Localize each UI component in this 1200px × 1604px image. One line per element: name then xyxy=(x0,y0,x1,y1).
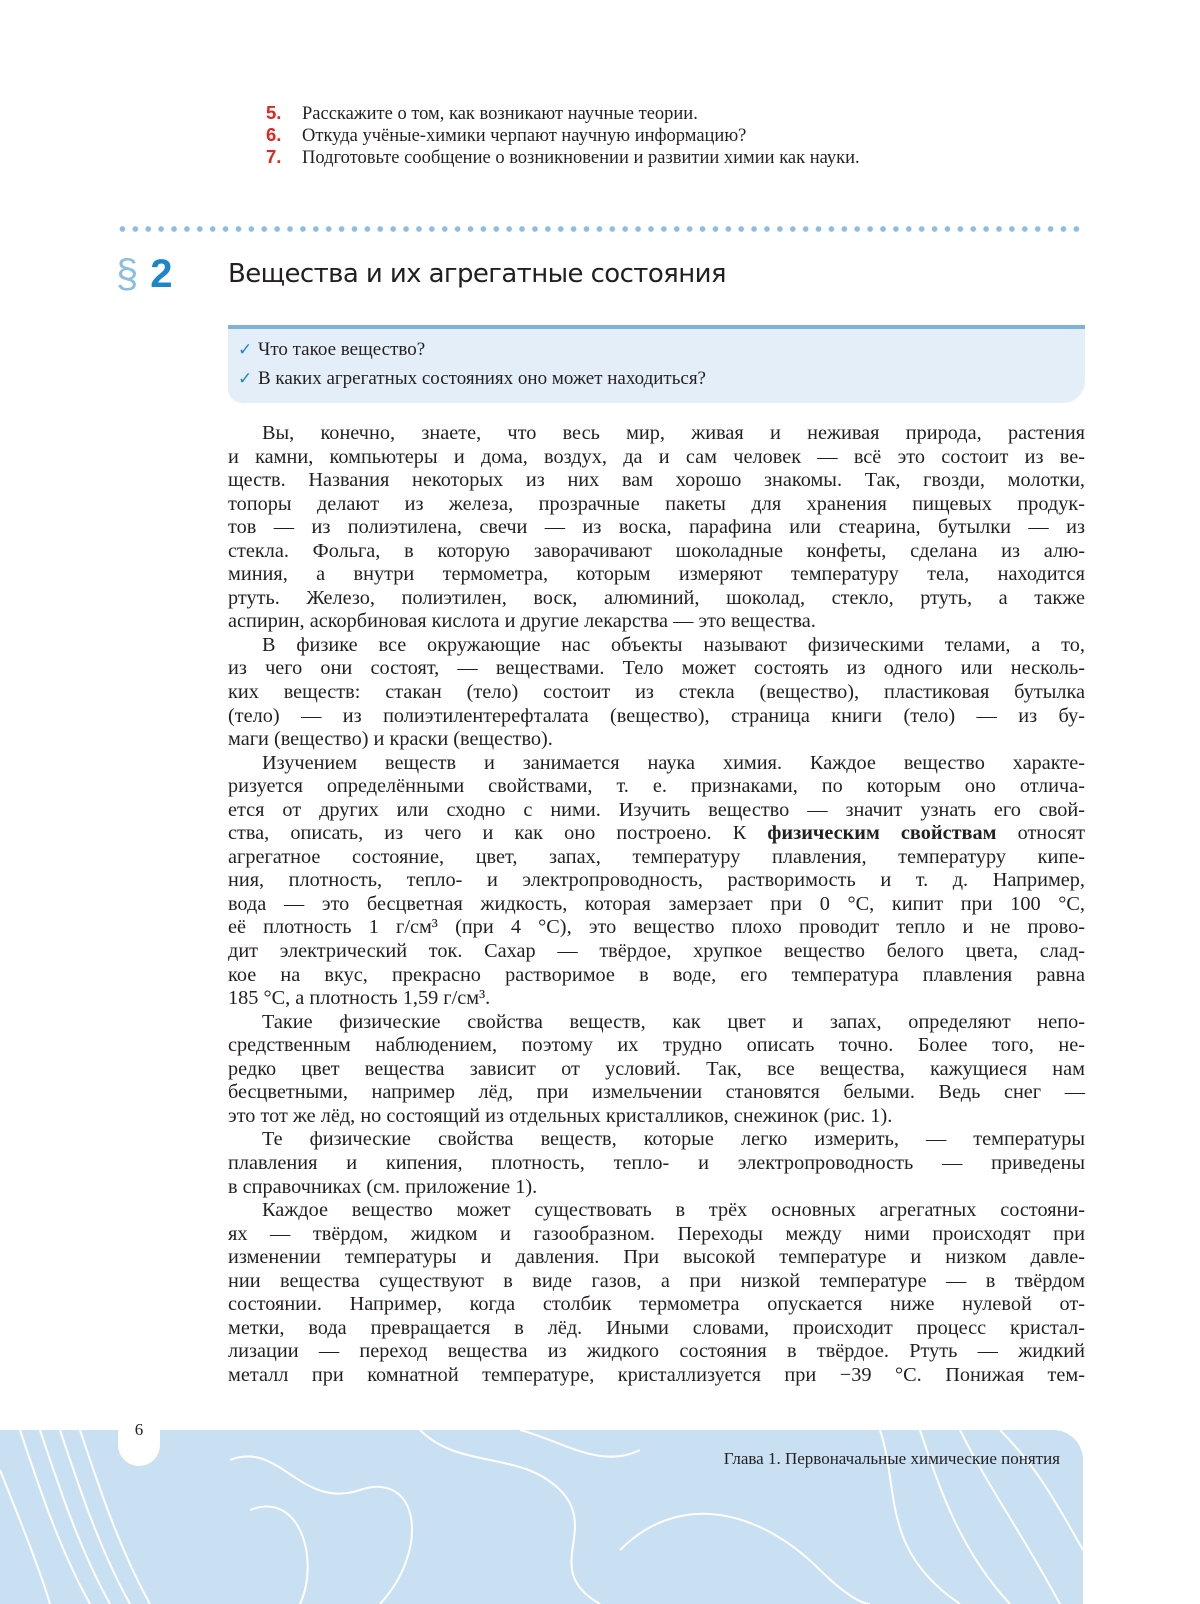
question-text: Подготовьте сообщение о возникновении и развитии химии как науки. xyxy=(302,148,860,168)
dotted-divider xyxy=(116,225,1086,233)
section-title: Вещества и их агрегатные состояния xyxy=(228,259,726,289)
key-question xyxy=(238,368,706,390)
text-segment: ства, описать, из чего и как оно построено. К xyxy=(228,822,768,845)
text-line: вода — это бесцветная жидкость, которая замерзает при 0 °C, кипит при 100 °C, xyxy=(228,892,1085,915)
key-question xyxy=(238,339,425,361)
text-line: из чего они состоят, — веществами. Тело может состоять из одного или несколь- xyxy=(228,657,1085,680)
text-line: кое на вкус, прекрасно растворимое в воде, его температура плавления равна xyxy=(228,963,1085,986)
key-questions-box xyxy=(228,325,1085,403)
body-text xyxy=(228,422,1085,1387)
text-line: Такие физические свойства веществ, как цвет и запах, определяют непо- xyxy=(262,1010,1085,1033)
text-line: миния, а внутри термометра, которым измеряют температуру тела, находится xyxy=(228,563,1085,586)
text-line: метки, вода превращается в лёд. Иными словами, происходит процесс кристал- xyxy=(228,1316,1085,1339)
text-line: 185 °C, а плотность 1,59 г/см³. xyxy=(228,987,491,1010)
text-line xyxy=(228,822,1085,846)
text-line: ях — твёрдом, жидком и газообразном. Переходы между ними происходят при xyxy=(228,1222,1085,1245)
text-line: дит электрический ток. Сахар — твёрдое, хрупкое вещество белого цвета, слад- xyxy=(228,940,1085,963)
text-line: ется от других или сходно с ними. Изучить вещество — значит узнать его свой- xyxy=(228,798,1085,821)
text-line: и камни, компьютеры и дома, воздух, да и сам человек — всё это состоит из ве- xyxy=(228,445,1085,468)
text-line: в справочниках (см. приложение 1). xyxy=(228,1175,538,1198)
text-line: плавления и кипения, плотность, тепло- и электропроводность — приведены xyxy=(228,1151,1085,1174)
text-line: бесцветными, например лёд, при измельчении становятся белыми. Ведь снег — xyxy=(228,1081,1085,1104)
bold-term: физическим свойствам xyxy=(767,822,997,845)
text-line: маги (вещество) и краски (вещество). xyxy=(228,728,553,751)
text-line: ризуется определёнными свойствами, т. е. признаками, по которым оно отлича- xyxy=(228,775,1085,798)
question-item xyxy=(266,146,860,169)
text-line: лизации — переход вещества из жидкого состояния в твёрдое. Ртуть — жидкий xyxy=(228,1340,1085,1363)
text-segment: относят xyxy=(996,822,1086,845)
text-line: редко цвет вещества зависит от условий. Так, все вещества, кажущиеся нам xyxy=(228,1057,1085,1080)
text-line: ния, плотность, тепло- и электропроводность, растворимость и т. д. Например, xyxy=(228,869,1085,892)
question-item xyxy=(266,102,698,125)
text-line: ртуть. Железо, полиэтилен, воск, алюминий, шоколад, стекло, ртуть, а также xyxy=(228,586,1085,609)
text-line: это тот же лёд, но состоящий из отдельных кристалликов, снежинок (рис. 1). xyxy=(228,1104,893,1127)
question-text: Расскажите о том, как возникают научные теории. xyxy=(302,104,698,124)
section-sign: § xyxy=(116,252,139,296)
text-line: Изучением веществ и занимается наука химия. Каждое вещество характе- xyxy=(262,751,1085,774)
text-line: нии вещества существуют в виде газов, а при низкой температуре — в твёрдом xyxy=(228,1269,1085,1292)
text-line: аспирин, аскорбиновая кислота и другие лекарства — это вещества. xyxy=(228,610,816,633)
text-line: её плотность 1 г/см³ (при 4 °C), это вещество плохо проводит тепло и не прово- xyxy=(228,916,1085,939)
question-number: 5. xyxy=(266,102,282,123)
text-line: Вы, конечно, знаете, что весь мир, живая и неживая природа, растения xyxy=(262,422,1085,444)
text-line: (тело) — из полиэтилентерефталата (вещество), страница книги (тело) — из бу- xyxy=(228,704,1085,727)
section-num: 2 xyxy=(150,252,173,296)
chapter-title: Глава 1. Первоначальные химические понятия xyxy=(723,1449,1060,1468)
checkmark-icon: ✓ xyxy=(238,369,253,389)
text-line: тов — из полиэтилена, свечи — из воска, парафина или стеарина, бутылки — из xyxy=(228,516,1085,539)
text-line: агрегатное состояние, цвет, запах, температуру плавления, температуру кипе- xyxy=(228,845,1085,868)
text-line: Те физические свойства веществ, которые легко измерить, — температуры xyxy=(262,1128,1085,1151)
question-item xyxy=(266,124,746,147)
key-question-text: Что такое вещество? xyxy=(258,339,426,360)
key-question-text: В каких агрегатных состояниях оно может находиться? xyxy=(258,368,706,389)
text-line: изменении температуры и давления. При высокой температуре и низком давле- xyxy=(228,1246,1085,1269)
question-number: 7. xyxy=(266,146,282,167)
checkmark-icon: ✓ xyxy=(238,340,253,360)
text-line: стекла. Фольга, в которую заворачивают шоколадные конфеты, сделана из алю- xyxy=(228,539,1085,562)
text-line: В физике все окружающие нас объекты называют физическими телами, а то, xyxy=(262,633,1085,656)
text-line: металл при комнатной температуре, кристаллизуется при −39 °C. Понижая тем- xyxy=(228,1363,1085,1386)
question-number: 6. xyxy=(266,124,282,145)
text-line: топоры делают из железа, прозрачные пакеты для хранения пищевых продук- xyxy=(228,492,1085,515)
page-number: 6 xyxy=(118,1410,160,1466)
text-line: состоянии. Например, когда столбик термометра опускается ниже нулевой от- xyxy=(228,1293,1085,1316)
text-line: Каждое вещество может существовать в трёх основных агрегатных состояни- xyxy=(262,1199,1085,1222)
question-text: Откуда учёные-химики черпают научную информацию? xyxy=(302,126,747,146)
section-number xyxy=(116,252,173,297)
text-line: средственным наблюдением, поэтому их трудно описать точно. Более того, не- xyxy=(228,1034,1085,1057)
text-line: ких веществ: стакан (тело) состоит из стекла (вещество), пластиковая бутылка xyxy=(228,681,1085,704)
text-line: ществ. Названия некоторых из них вам хорошо знакомы. Так, гвозди, молотки, xyxy=(228,469,1085,492)
